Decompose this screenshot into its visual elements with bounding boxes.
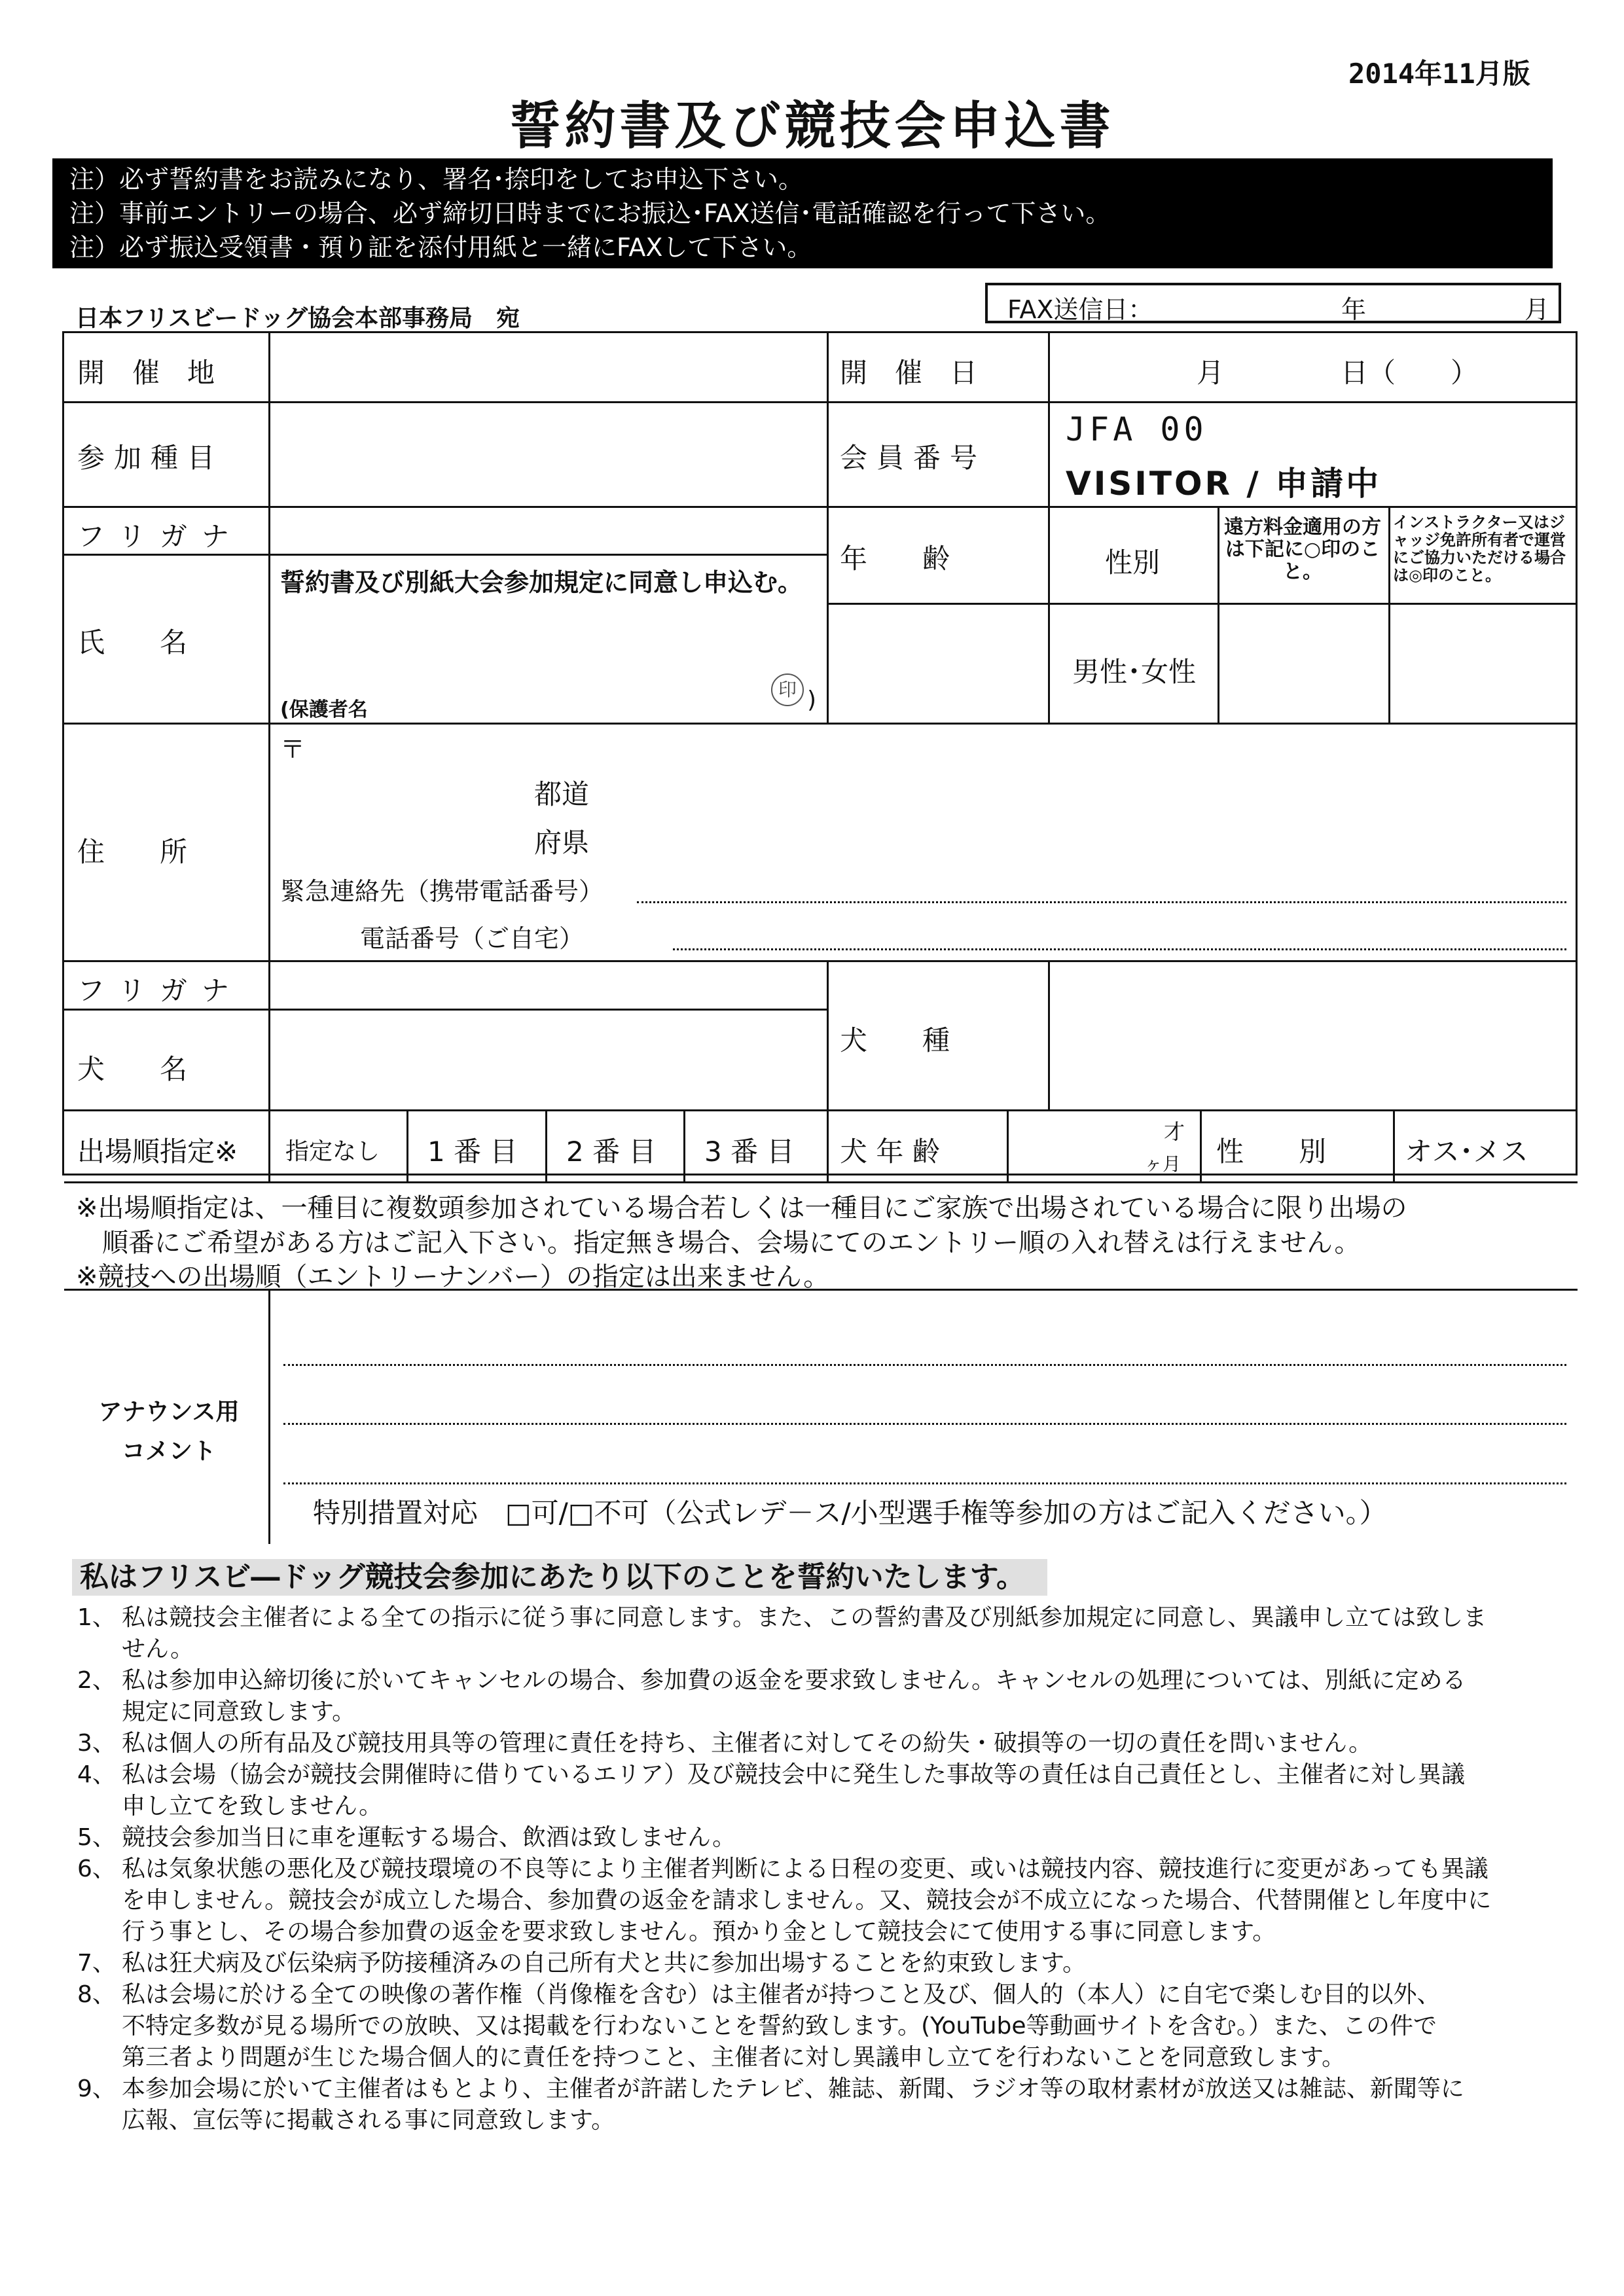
seal-icon: 印 <box>771 673 804 706</box>
member-status: VISITOR / 申請中 <box>1066 465 1382 503</box>
pledge-list <box>77 1602 1557 2136</box>
name-agreement: 誓約書及び別紙大会参加規定に同意し申込む。 <box>280 568 803 597</box>
dog-name-label: 犬 名 <box>77 1053 188 1085</box>
breed-label: 犬 種 <box>840 1024 950 1056</box>
pledge-header: 私はフリスビ―ドッグ競技会参加にあたり以下のことを誓約いたします。 <box>72 1559 1047 1596</box>
pledge-item: 9、 本参加会場に於いて主催者はもとより、主催者が許諾したテレビ、雑誌、新聞、ラジオ等の取材素材が放送又は雑誌、新聞等に 広報、宣伝等に掲載される事に同意致します。 <box>77 2075 1464 2134</box>
member-number-label: 会員番号 <box>840 442 987 474</box>
fax-month: 月 <box>1525 295 1550 324</box>
pledge-item: 2、 私は参加申込締切後に於いてキャンセルの場合、参加費の返金を要求致しません。キャンセルの処理については、別紙に定める 規定に同意致します。 <box>77 1667 1466 1725</box>
pledge-item: 1、 私は競技会主催者による全ての指示に従う事に同意します。また、この誓約書及び別紙参加規定に同意し、異議申し立ては致しま せん。 <box>77 1604 1487 1662</box>
gender-value[interactable]: 男性･女性 <box>1072 656 1197 688</box>
guardian-close: ) <box>807 687 817 713</box>
date-label: 開 催 日 <box>840 357 978 389</box>
fax-label: FAX送信日： <box>1007 295 1153 324</box>
furigana-label: フリガナ <box>77 520 244 552</box>
date-day: 日（ ） <box>1341 357 1479 389</box>
version-label: 2014年11月版 <box>1348 58 1530 90</box>
comment-line[interactable] <box>283 1364 1566 1366</box>
order-none[interactable]: 指定なし <box>285 1138 380 1165</box>
instructor-note: インストラクター又はジャッジ免許所有者で運営にご協力いただける場合は◎印のこと。 <box>1393 513 1566 584</box>
page-title: 誓約書及び競技会申込書 <box>509 97 1115 156</box>
age-label: 年 齢 <box>840 543 950 575</box>
dog-furigana-label: フリガナ <box>77 975 244 1007</box>
notice-box <box>52 158 1553 268</box>
special-measures[interactable]: 特別措置対応 □可/□不可（公式レデ－ス/小型選手権等参加の方はご記入ください。） <box>313 1497 1387 1529</box>
guardian-label: (保護者名 <box>280 698 368 721</box>
emergency-contact-label: 緊急連絡先（携帯電話番号） <box>280 877 604 906</box>
dog-age-months: ヶ月 <box>1144 1153 1182 1175</box>
dog-sex-value[interactable]: オス･メス <box>1405 1136 1528 1168</box>
dog-age-field[interactable] <box>1009 1111 1200 1181</box>
addressee: 日本フリスビードッグ協会本部事務局 宛 <box>75 305 520 332</box>
breed-field[interactable] <box>1050 962 1578 1109</box>
pledge-item: 7、 私は狂犬病及び伝染病予防接種済みの自己所有犬と共に参加出場することを約束致します。 <box>77 1950 1087 1977</box>
address-label: 住 所 <box>77 836 188 868</box>
announce-label: コメント <box>121 1438 216 1465</box>
order-note: ※競技への出場順（エントリーナンバー）の指定は出来ません。 <box>76 1262 830 1292</box>
date-month: 月 <box>1197 357 1225 389</box>
venue-field[interactable] <box>270 333 827 401</box>
notice-line: 注）必ず振込受領書・預り証を添付用紙と一緒にFAXして下さい。 <box>69 233 812 262</box>
pledge-item: 4、 私は会場（協会が競技会開催時に借りているエリア）及び競技会中に発生した事故等の責任は自己責任とし、主催者に対し異議 申し立てを致しません。 <box>77 1761 1466 1820</box>
name-label: 氏 名 <box>77 626 188 658</box>
order-label: 出場順指定※ <box>77 1136 238 1168</box>
announce-label: アナウンス用 <box>98 1399 240 1426</box>
pledge-item: 8、 私は会場に於ける全ての映像の著作権（肖像権を含む）は主催者が持つこと及び、個人的（本人）に自宅で楽しむ目的以外、 不特定多数が見る場所での放映、又は掲載を行わないことを誓約致します。(YouTube等動画サイトを含む。）また、この件で 第三者より問題が生じた場合個人的に責任を持つこと、主催者に対し異議申し立てを行わないことを同意致します。 <box>77 1981 1441 2071</box>
event-field[interactable] <box>270 403 827 506</box>
application-form-table <box>62 331 1578 1529</box>
address-field[interactable] <box>270 725 1576 869</box>
postal-mark: 〒 <box>280 735 306 764</box>
distant-fee-note: 遠方料金適用の方は下記に○印のこと。 <box>1224 516 1381 583</box>
dog-sex-label: 性 別 <box>1216 1136 1327 1168</box>
prefecture-fuken: 府県 <box>534 827 590 859</box>
order-note: ※出場順指定は、一種目に複数頭参加されている場合若しくは一種目にご家族で出場されている場合に限り出場の <box>76 1193 1407 1223</box>
pledge-item: 6、 私は気象状態の悪化及び競技環境の不良等により主催者判断による日程の変更、或いは競技内容、競技進行に変更があっても異議 を申しません。競技会が成立した場合、参加費の返金を請求しません。又、競技会が不成立になった場合、代替開催とし年度中に 行う事とし、その場合参加費の返金を要求致しません。預かり金として競技会にて使用する事に同意します。 <box>77 1856 1492 1945</box>
gender-label: 性別 <box>1105 547 1161 579</box>
comment-line[interactable] <box>283 1423 1566 1425</box>
dog-name-field[interactable] <box>270 1011 827 1109</box>
notice-line: 注）必ず誓約書をお読みになり、署名･捺印をしてお申込下さい。 <box>69 165 804 194</box>
fax-date-box[interactable] <box>985 283 1561 323</box>
home-phone-line[interactable] <box>673 948 1566 950</box>
dog-age-label: 犬 年 齢 <box>840 1136 940 1168</box>
order-note: 順番にご希望がある方はご記入下さい。指定無き場合、会場にてのエントリー順の入れ替えは行えません。 <box>76 1228 1361 1258</box>
dog-age-years: 才 <box>1164 1119 1185 1144</box>
notice-line: 注）事前エントリーの場合、必ず締切日時までにお振込･FAX送信･電話確認を行って下さい。 <box>69 199 1111 228</box>
pledge-item: 5、 競技会参加当日に車を運転する場合、飲酒は致しません。 <box>77 1824 736 1851</box>
pledge-item: 3、 私は個人の所有品及び競技用具等の管理に責任を持ち、主催者に対してその紛失・破損等の一切の責任を問いません。 <box>77 1730 1373 1757</box>
furigana-field[interactable] <box>270 508 827 554</box>
name-field[interactable] <box>270 605 827 683</box>
event-label: 参加種目 <box>77 442 225 474</box>
prefecture-todo: 都道 <box>534 778 590 810</box>
emergency-contact-line[interactable] <box>637 901 1566 903</box>
comment-line[interactable] <box>283 1482 1566 1484</box>
order-first[interactable]: 1 番 目 <box>427 1136 518 1168</box>
dog-furigana-field[interactable] <box>270 962 827 1009</box>
member-number-prefix: JFA 00 <box>1066 410 1208 448</box>
home-phone-label: 電話番号（ご自宅） <box>360 924 585 953</box>
order-second[interactable]: 2 番 目 <box>566 1136 657 1168</box>
age-field[interactable] <box>829 605 1048 723</box>
order-third[interactable]: 3 番 目 <box>704 1136 795 1168</box>
fax-year: 年 <box>1341 295 1367 324</box>
venue-label: 開 催 地 <box>77 357 215 389</box>
